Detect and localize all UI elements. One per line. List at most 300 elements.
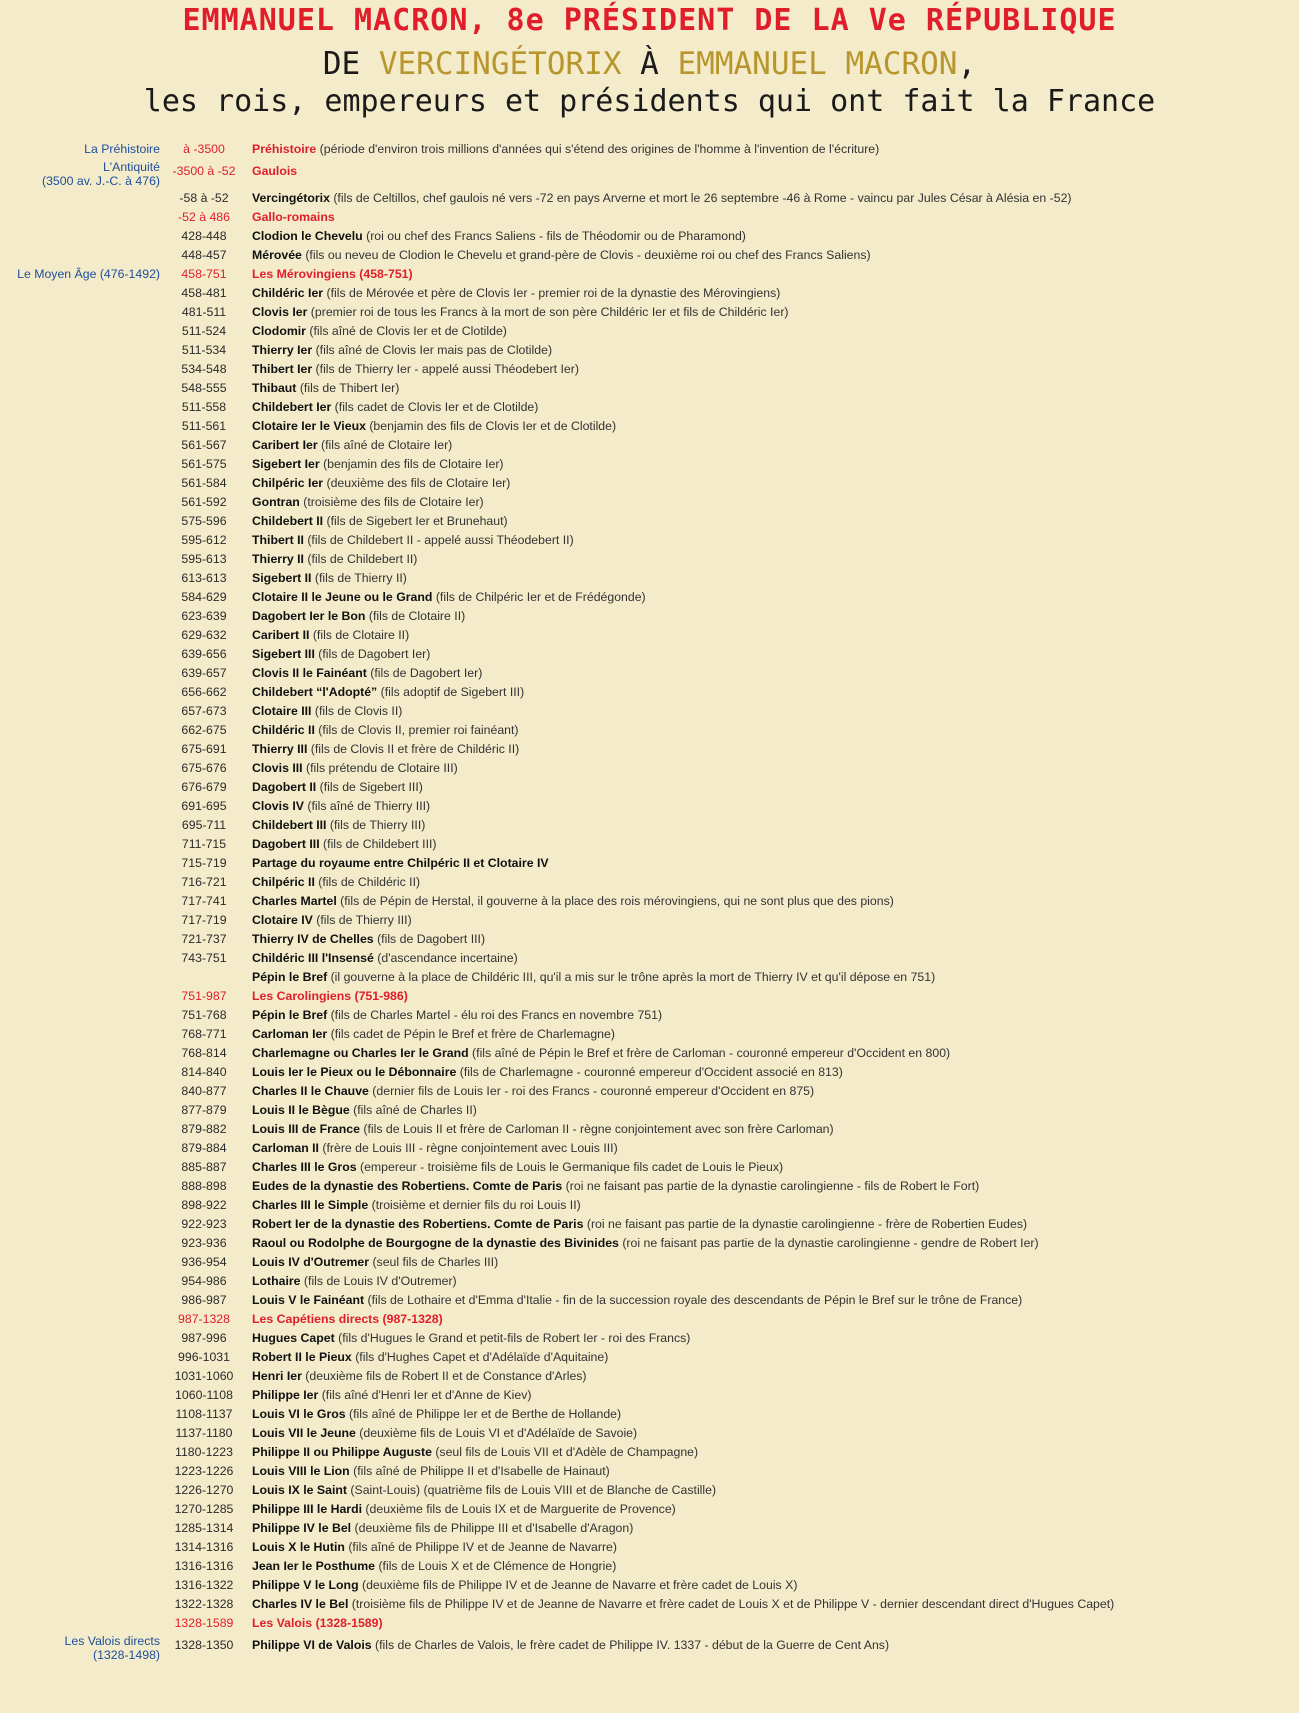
ruler-name: Louis X le Hutin xyxy=(252,1540,345,1554)
subtitle-part: DE xyxy=(322,46,379,82)
date-range: 575-596 xyxy=(181,514,227,528)
ruler-note: (fils cadet de Clovis Ier et de Clotilde) xyxy=(331,400,539,414)
ruler-entry xyxy=(252,1614,383,1633)
ruler-entry xyxy=(252,987,408,1006)
date-range: 898-922 xyxy=(181,1198,227,1212)
ruler-note: (fils de Clotaire II) xyxy=(309,628,410,642)
ruler-entry xyxy=(252,1443,698,1462)
ruler-name: Louis VI le Gros xyxy=(252,1407,346,1421)
ruler-name: Charles III le Simple xyxy=(252,1198,369,1212)
date-range: 1223-1226 xyxy=(174,1464,234,1478)
timeline-row xyxy=(0,1215,1299,1234)
timeline-row xyxy=(0,531,1299,550)
date-range: 639-657 xyxy=(181,666,227,680)
ruler-note: (fils de Dagobert III) xyxy=(373,932,486,946)
date-range: 481-511 xyxy=(181,305,227,319)
ruler-name: Eudes de la dynastie des Robertiens. Comte de Paris xyxy=(252,1179,563,1193)
ruler-note: (fils prétendu de Clotaire III) xyxy=(302,761,458,775)
ruler-name: Thierry II xyxy=(252,552,304,566)
ruler-note: (fils aîné de Clotaire Ier) xyxy=(317,438,453,452)
ruler-note: (fils ou neveu de Clodion le Chevelu et grand-père de Clovis - deuxième roi ou chef des Francs Saliens) xyxy=(301,248,871,262)
ruler-note: (fils aîné de Clovis Ier et de Clotilde) xyxy=(305,324,507,338)
ruler-note: (fils d'Hugues le Grand et petit-fils de Robert Ier - roi des Francs) xyxy=(334,1331,691,1345)
ruler-note: (seul fils de Louis VII et d'Adèle de Champagne) xyxy=(431,1445,699,1459)
ruler-name: Childéric III l'Insensé xyxy=(252,951,374,965)
date-range: 879-882 xyxy=(181,1122,227,1136)
timeline-row xyxy=(0,140,1299,159)
ruler-name: Louis IX le Saint xyxy=(252,1483,347,1497)
ruler-name: Mérovée xyxy=(252,248,302,262)
ruler-name: Childebert II xyxy=(252,514,324,528)
ruler-name: Charles III le Gros xyxy=(252,1160,357,1174)
timeline-row xyxy=(0,208,1299,227)
ruler-name: Sigebert III xyxy=(252,647,315,661)
ruler-entry xyxy=(252,930,485,949)
ruler-entry xyxy=(252,1272,457,1291)
ruler-note: (roi ne faisant pas partie de la dynastie carolingienne - fils de Robert le Fort) xyxy=(562,1179,980,1193)
ruler-entry xyxy=(252,1386,531,1405)
ruler-entry xyxy=(252,1462,610,1481)
era-label: Le Moyen Âge (476-1492) xyxy=(17,267,160,281)
ruler-note: (il gouverne à la place de Childéric III, qu'il a mis sur le trône après la mort de Thierry IV et qu'il dépose en 751) xyxy=(327,970,936,984)
date-range: 691-695 xyxy=(181,799,227,813)
date-range: 768-771 xyxy=(181,1027,227,1041)
ruler-entry xyxy=(252,303,789,322)
timeline-row xyxy=(0,1101,1299,1120)
ruler-entry xyxy=(252,322,507,341)
ruler-note: (benjamin des fils de Clovis Ier et de Clotilde) xyxy=(365,419,617,433)
ruler-entry xyxy=(252,1063,843,1082)
ruler-entry xyxy=(252,1519,633,1538)
timeline-row xyxy=(0,1386,1299,1405)
ruler-entry xyxy=(252,1500,676,1519)
ruler-entry xyxy=(252,1215,1027,1234)
subtitle-macron: EMMANUEL MACRON xyxy=(677,46,958,82)
date-range: 716-721 xyxy=(181,875,227,889)
era-label: La Préhistoire xyxy=(84,142,160,156)
date-range: 657-673 xyxy=(181,704,227,718)
ruler-entry xyxy=(252,569,407,588)
timeline-row xyxy=(0,607,1299,626)
ruler-note: (fils aîné de Philippe IV et de Jeanne de Navarre) xyxy=(344,1540,617,1554)
ruler-name: Carloman Ier xyxy=(252,1027,328,1041)
date-range: 639-656 xyxy=(181,647,227,661)
ruler-entry xyxy=(252,1595,1114,1614)
ruler-name: Charles IV le Bel xyxy=(252,1597,349,1611)
timeline-list xyxy=(0,140,1299,1663)
ruler-entry xyxy=(252,1329,690,1348)
ruler-entry xyxy=(252,1348,608,1367)
ruler-note: (Saint-Louis) (quatrième fils de Louis VIII et de Blanche de Castille) xyxy=(346,1483,717,1497)
ruler-note: (troisième des fils de Clotaire Ier) xyxy=(299,495,484,509)
ruler-entry xyxy=(252,1044,950,1063)
ruler-name: Préhistoire xyxy=(252,142,317,156)
date-range: 1226-1270 xyxy=(174,1483,234,1497)
timeline-row xyxy=(0,1310,1299,1329)
ruler-entry xyxy=(252,588,646,607)
date-range: 561-584 xyxy=(181,476,227,490)
ruler-name: Pépin le Bref xyxy=(252,1008,328,1022)
timeline-row xyxy=(0,1633,1299,1663)
timeline-row xyxy=(0,645,1299,664)
date-range: 1316-1322 xyxy=(174,1578,234,1592)
date-range: 584-629 xyxy=(181,590,227,604)
timeline-row xyxy=(0,159,1299,189)
ruler-note: (fils aîné de Pépin le Bref et frère de Carloman - couronné empereur d'Occident en 800) xyxy=(468,1046,951,1060)
date-range: 936-954 xyxy=(181,1255,227,1269)
date-range: 1322-1328 xyxy=(174,1597,234,1611)
ruler-entry xyxy=(252,607,465,626)
date-range: 458-481 xyxy=(181,286,227,300)
timeline-row xyxy=(0,949,1299,968)
ruler-name: Thibert Ier xyxy=(252,362,313,376)
timeline-row xyxy=(0,303,1299,322)
ruler-note: (roi ne faisant pas partie de la dynastie carolingienne - frère de Robertien Eudes) xyxy=(583,1217,1028,1231)
ruler-name: Clovis IV xyxy=(252,799,304,813)
ruler-name: Dagobert III xyxy=(252,837,320,851)
timeline-row xyxy=(0,1481,1299,1500)
date-range: 1180-1223 xyxy=(175,1445,233,1459)
date-range: 751-987 xyxy=(181,989,227,1003)
ruler-note: (fils de Louis IV d'Outremer) xyxy=(300,1274,457,1288)
ruler-entry xyxy=(252,759,458,778)
timeline-row xyxy=(0,246,1299,265)
ruler-name: Thierry III xyxy=(252,742,308,756)
date-range: 1108-1137 xyxy=(175,1407,233,1421)
ruler-entry xyxy=(252,455,504,474)
ruler-note: (d'ascendance incertaine) xyxy=(373,951,518,965)
ruler-note: (fils de Sigebert III) xyxy=(316,780,423,794)
ruler-note: (fils aîné d'Henri Ier et d'Anne de Kiev) xyxy=(318,1388,532,1402)
ruler-entry xyxy=(252,531,574,550)
ruler-entry xyxy=(252,1636,889,1655)
ruler-name: Vercingétorix xyxy=(252,191,330,205)
ruler-name: Philippe II ou Philippe Auguste xyxy=(252,1445,432,1459)
date-range: 987-996 xyxy=(181,1331,227,1345)
ruler-name: Louis III de France xyxy=(252,1122,360,1136)
ruler-note: (dernier fils de Louis Ier - roi des Francs - couronné empereur d'Occident en 875) xyxy=(368,1084,815,1098)
ruler-entry xyxy=(252,246,871,265)
date-range: 1270-1285 xyxy=(174,1502,234,1516)
header xyxy=(0,0,1299,120)
ruler-note: (fils aîné de Philippe II et d'Isabelle de Hainaut) xyxy=(349,1464,610,1478)
ruler-note: (roi ne faisant pas partie de la dynastie carolingienne - gendre de Robert Ier) xyxy=(618,1236,1039,1250)
ruler-note: (deuxième fils de Philippe IV et de Jeanne de Navarre et frère cadet de Louis X) xyxy=(358,1578,798,1592)
ruler-entry xyxy=(252,664,482,683)
date-range: 511-524 xyxy=(181,324,227,338)
ruler-note: (deuxième fils de Philippe III et d'Isabelle d'Aragon) xyxy=(351,1521,634,1535)
ruler-name: Clovis II le Fainéant xyxy=(252,666,367,680)
ruler-note: (fils adoptif de Sigebert III) xyxy=(377,685,525,699)
ruler-entry xyxy=(252,854,549,873)
timeline-row xyxy=(0,1253,1299,1272)
ruler-entry xyxy=(252,778,423,797)
ruler-name: Louis VIII le Lion xyxy=(252,1464,350,1478)
ruler-name: Clodomir xyxy=(252,324,306,338)
date-range: 561-592 xyxy=(181,495,227,509)
ruler-name: Louis VII le Jeune xyxy=(252,1426,356,1440)
timeline-row xyxy=(0,892,1299,911)
ruler-note: (fils de Childebert II) xyxy=(303,552,418,566)
ruler-entry xyxy=(252,1025,615,1044)
timeline-row xyxy=(0,493,1299,512)
ruler-entry xyxy=(252,140,879,159)
ruler-entry xyxy=(252,1082,814,1101)
ruler-name: Caribert II xyxy=(252,628,310,642)
timeline-row xyxy=(0,1405,1299,1424)
ruler-name: Philippe Ier xyxy=(252,1388,319,1402)
date-range: 877-879 xyxy=(181,1103,227,1117)
ruler-note: (roi ou chef des Francs Saliens - fils de Théodomir ou de Pharamond) xyxy=(362,229,746,243)
ruler-note: (fils aîné de Philippe Ier et de Berthe de Hollande) xyxy=(345,1407,622,1421)
ruler-name: Thibert II xyxy=(252,533,304,547)
ruler-note: (fils aîné de Clovis Ier mais pas de Clotilde) xyxy=(312,343,553,357)
timeline-row xyxy=(0,664,1299,683)
date-range: 629-632 xyxy=(181,628,227,642)
timeline-row xyxy=(0,873,1299,892)
timeline-row xyxy=(0,417,1299,436)
date-range: 511-534 xyxy=(181,343,227,357)
timeline-row xyxy=(0,227,1299,246)
era-label: Les Valois directs (1328-1498) xyxy=(64,1634,160,1662)
ruler-note: (troisième fils de Philippe IV et de Jeanne de Navarre et frère cadet de Louis X et de Philippe V - dernier descendant direct d'Hugues Capet) xyxy=(348,1597,1115,1611)
timeline-row xyxy=(0,1462,1299,1481)
date-range: 548-555 xyxy=(181,381,227,395)
ruler-entry xyxy=(252,436,452,455)
date-range: à -3500 xyxy=(183,142,225,156)
date-range: 1137-1180 xyxy=(175,1426,233,1440)
date-range: 954-986 xyxy=(181,1274,227,1288)
timeline-row xyxy=(0,1063,1299,1082)
ruler-note: (fils de Thierry II) xyxy=(311,571,407,585)
ruler-note: (fils de Mérovée et père de Clovis Ier - premier roi de la dynastie des Mérovingiens) xyxy=(323,286,781,300)
ruler-note: (fils de Celtillos, chef gaulois né vers -72 en pays Arverne et mort le 26 septembre -46 à Rome - vaincu par Jules César à Alésia en -52) xyxy=(329,191,1072,205)
ruler-name: Chilpéric Ier xyxy=(252,476,324,490)
date-range: 511-561 xyxy=(181,419,227,433)
ruler-name: Clovis Ier xyxy=(252,305,308,319)
timeline-row xyxy=(0,1595,1299,1614)
ruler-name: Les Valois (1328-1589) xyxy=(252,1616,383,1630)
timeline-row xyxy=(0,1500,1299,1519)
date-range: 1316-1316 xyxy=(174,1559,234,1573)
ruler-name: Childebert “l'Adopté” xyxy=(252,685,378,699)
ruler-name: Philippe V le Long xyxy=(252,1578,359,1592)
date-range: 511-558 xyxy=(181,400,227,414)
ruler-note: (fils de Charlemagne - couronné empereur d'Occident associé en 813) xyxy=(456,1065,843,1079)
ruler-name: Charles Martel xyxy=(252,894,337,908)
ruler-entry xyxy=(252,1424,637,1443)
ruler-entry xyxy=(252,683,524,702)
date-range: 996-1031 xyxy=(178,1350,230,1364)
ruler-entry xyxy=(252,797,430,816)
date-range: -52 à 486 xyxy=(178,210,230,224)
ruler-name: Thibaut xyxy=(252,381,297,395)
ruler-name: Jean Ier le Posthume xyxy=(252,1559,376,1573)
ruler-note: (fils de Childebert III) xyxy=(319,837,437,851)
ruler-name: Louis Ier le Pieux ou le Débonnaire xyxy=(252,1065,457,1079)
ruler-note: (seul fils de Charles III) xyxy=(369,1255,499,1269)
date-range: 448-457 xyxy=(181,248,227,262)
timeline-row xyxy=(0,1614,1299,1633)
ruler-note: (fils de Charles Martel - élu roi des Francs en novembre 751) xyxy=(327,1008,663,1022)
ruler-entry xyxy=(252,1177,979,1196)
ruler-note: (fils de Thierry Ier - appelé aussi Théodebert Ier) xyxy=(312,362,579,376)
ruler-name: Caribert Ier xyxy=(252,438,318,452)
ruler-entry xyxy=(252,189,1072,208)
timeline-row xyxy=(0,1082,1299,1101)
date-range: 879-884 xyxy=(181,1141,227,1155)
ruler-note: (frère de Louis III - règne conjointement avec Louis III) xyxy=(318,1141,618,1155)
ruler-name: Clotaire IV xyxy=(252,913,313,927)
ruler-note: (fils de Clovis II, premier roi fainéant) xyxy=(314,723,519,737)
timeline-row xyxy=(0,265,1299,284)
ruler-note: (fils de Childéric II) xyxy=(314,875,421,889)
date-range: -58 à -52 xyxy=(179,191,229,205)
timeline-row xyxy=(0,455,1299,474)
ruler-entry xyxy=(252,835,437,854)
ruler-name: Childéric II xyxy=(252,723,315,737)
ruler-entry xyxy=(252,911,412,930)
date-range: 715-719 xyxy=(181,856,227,870)
ruler-name: Dagobert Ier le Bon xyxy=(252,609,366,623)
timeline-row xyxy=(0,1272,1299,1291)
date-range: 717-741 xyxy=(181,894,227,908)
ruler-note: (fils de Thierry III) xyxy=(312,913,412,927)
timeline-row xyxy=(0,1177,1299,1196)
date-range: 1285-1314 xyxy=(174,1521,234,1535)
ruler-note: (fils de Sigebert Ier et Brunehaut) xyxy=(323,514,508,528)
ruler-note: (deuxième fils de Louis VI et d'Adélaïde de Savoie) xyxy=(355,1426,638,1440)
date-range: 695-711 xyxy=(181,818,227,832)
ruler-name: Clodion le Chevelu xyxy=(252,229,363,243)
timeline-row xyxy=(0,740,1299,759)
ruler-name: Childéric Ier xyxy=(252,286,324,300)
ruler-entry xyxy=(252,1576,797,1595)
ruler-entry xyxy=(252,265,413,284)
date-range: 751-768 xyxy=(181,1008,227,1022)
ruler-name: Thierry IV de Chelles xyxy=(252,932,374,946)
ruler-name: Robert II le Pieux xyxy=(252,1350,352,1364)
ruler-entry xyxy=(252,626,409,645)
ruler-entry xyxy=(252,1006,662,1025)
ruler-name: Clotaire Ier le Vieux xyxy=(252,419,366,433)
date-range: 1060-1108 xyxy=(175,1388,233,1402)
timeline-row xyxy=(0,1538,1299,1557)
ruler-entry xyxy=(252,1120,834,1139)
ruler-entry xyxy=(252,360,579,379)
ruler-name: Louis V le Fainéant xyxy=(252,1293,365,1307)
date-range: 595-613 xyxy=(181,552,227,566)
timeline-row xyxy=(0,1139,1299,1158)
timeline-row xyxy=(0,360,1299,379)
ruler-entry xyxy=(252,162,297,181)
ruler-entry xyxy=(252,1234,1039,1253)
ruler-entry xyxy=(252,1139,618,1158)
date-range: 888-898 xyxy=(181,1179,227,1193)
ruler-entry xyxy=(252,645,430,664)
subtitle-line-2: les rois, empereurs et présidents qui ont fait la France xyxy=(143,84,1156,119)
ruler-entry xyxy=(252,1367,587,1386)
ruler-entry xyxy=(252,1405,621,1424)
ruler-name: Clotaire II le Jeune ou le Grand xyxy=(252,590,433,604)
timeline-row xyxy=(0,987,1299,1006)
ruler-entry xyxy=(252,284,780,303)
ruler-name: Sigebert Ier xyxy=(252,457,320,471)
date-range: 840-877 xyxy=(181,1084,227,1098)
ruler-note: (fils de Clovis II et frère de Childéric II) xyxy=(307,742,520,756)
timeline-row xyxy=(0,436,1299,455)
ruler-name: Pépin le Bref xyxy=(252,970,328,984)
ruler-note: (période d'environ trois millions d'années qui s'étend des origines de l'homme à l'invention de l'écriture) xyxy=(316,142,880,156)
ruler-note: (premier roi de tous les Francs à la mort de son père Childéric Ier et fils de Childéric Ier) xyxy=(307,305,789,319)
date-range: 656-662 xyxy=(181,685,227,699)
subtitle-line xyxy=(0,46,1299,83)
ruler-note: (fils de Clovis II) xyxy=(311,704,403,718)
timeline-row xyxy=(0,1158,1299,1177)
timeline-row xyxy=(0,398,1299,417)
date-range: 662-675 xyxy=(181,723,227,737)
ruler-name: Les Mérovingiens (458-751) xyxy=(252,267,413,281)
ruler-note: (fils de Pépin de Herstal, il gouverne à la place des rois mérovingiens, qui ne sont plus que des pions) xyxy=(336,894,894,908)
ruler-entry xyxy=(252,208,335,227)
ruler-note: (fils de Chilpéric Ier et de Frédégonde) xyxy=(432,590,646,604)
timeline-row xyxy=(0,474,1299,493)
ruler-note: (fils cadet de Pépin le Bref et frère de Charlemagne) xyxy=(327,1027,615,1041)
ruler-note: (troisième et dernier fils du roi Louis II) xyxy=(368,1198,581,1212)
ruler-name: Les Capétiens directs (987-1328) xyxy=(252,1312,443,1326)
date-range: 458-751 xyxy=(181,267,227,281)
timeline-row xyxy=(0,854,1299,873)
timeline-row xyxy=(0,1424,1299,1443)
date-range: 1328-1350 xyxy=(174,1638,234,1652)
date-range: 561-575 xyxy=(181,457,227,471)
ruler-name: Philippe IV le Bel xyxy=(252,1521,352,1535)
date-range: 721-737 xyxy=(181,932,227,946)
ruler-note: (fils de Lothaire et d'Emma d'Italie - fin de la succession royale des descendants de Pépin le Bref sur le trône de France) xyxy=(364,1293,1023,1307)
timeline-row xyxy=(0,550,1299,569)
date-range: 595-612 xyxy=(181,533,227,547)
ruler-entry xyxy=(252,892,894,911)
ruler-entry xyxy=(252,968,935,987)
ruler-name: Les Carolingiens (751-986) xyxy=(252,989,408,1003)
date-range: 1314-1316 xyxy=(174,1540,234,1554)
date-range: 814-840 xyxy=(181,1065,227,1079)
date-range: 923-936 xyxy=(181,1236,227,1250)
ruler-note: (fils de Charles de Valois, le frère cadet de Philippe IV. 1337 - début de la Guerre de Cent Ans) xyxy=(371,1638,890,1652)
timeline-row xyxy=(0,512,1299,531)
ruler-name: Raoul ou Rodolphe de Bourgogne de la dynastie des Bivinides xyxy=(252,1236,619,1250)
ruler-entry xyxy=(252,379,399,398)
ruler-entry xyxy=(252,1253,498,1272)
timeline-row xyxy=(0,1329,1299,1348)
ruler-note: (deuxième des fils de Clotaire Ier) xyxy=(323,476,511,490)
ruler-name: Henri Ier xyxy=(252,1369,302,1383)
ruler-note: (fils de Thierry III) xyxy=(326,818,426,832)
timeline-row xyxy=(0,797,1299,816)
date-range: 675-691 xyxy=(181,742,227,756)
ruler-name: Clovis III xyxy=(252,761,303,775)
subtitle-vercingetorix: VERCINGÉTORIX xyxy=(378,46,622,82)
ruler-entry xyxy=(252,1291,1022,1310)
timeline-row xyxy=(0,702,1299,721)
ruler-entry xyxy=(252,1101,477,1120)
timeline-row xyxy=(0,1557,1299,1576)
timeline-row xyxy=(0,1234,1299,1253)
timeline-row xyxy=(0,911,1299,930)
ruler-name: Sigebert II xyxy=(252,571,312,585)
ruler-note: (fils d'Hughes Capet et d'Adélaïde d'Aquitaine) xyxy=(351,1350,609,1364)
ruler-note: (benjamin des fils de Clotaire Ier) xyxy=(319,457,504,471)
